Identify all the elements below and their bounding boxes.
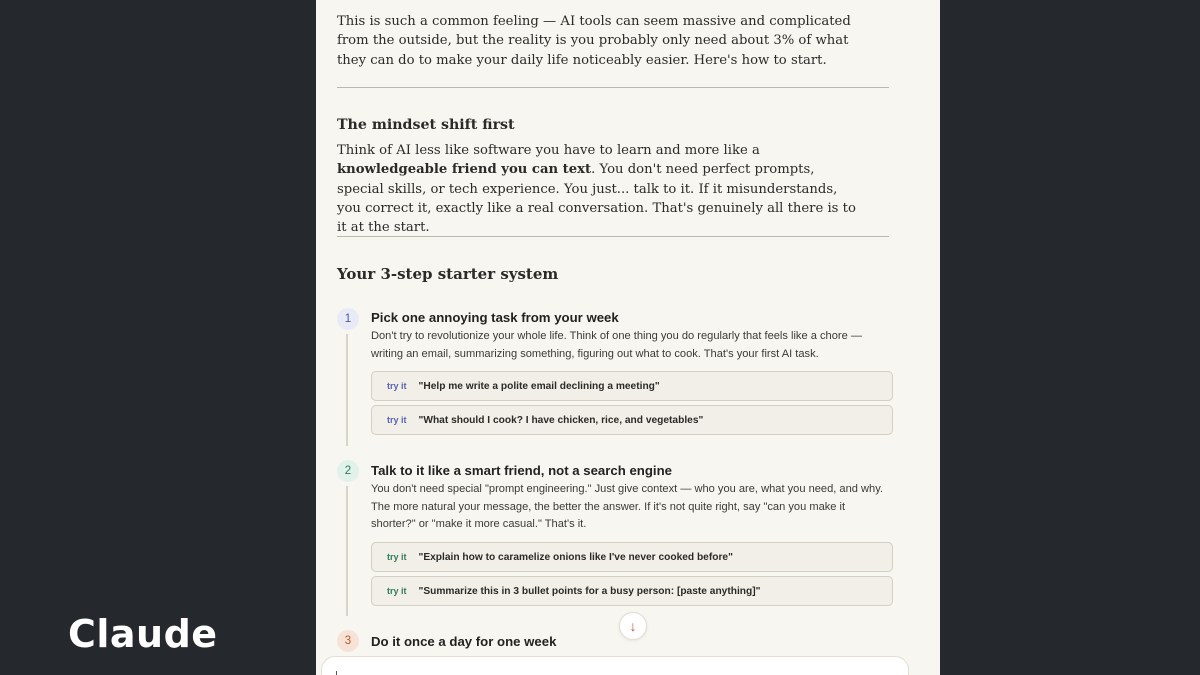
step-connector-line — [346, 486, 348, 616]
intro-paragraph: This is such a common feeling — AI tools can seem massive and complicated from the outside, but the reality is you probably only need about 3% of what they can do to make your daily life noticeably easier. Here's how to start. — [337, 14, 851, 68]
message-input[interactable] — [321, 656, 909, 675]
example-prompt-text: "Summarize this in 3 bullet points for a busy person: [paste anything]" — [418, 585, 761, 597]
step-number-badge: 2 — [337, 460, 359, 482]
try-it-example-card[interactable] — [371, 405, 893, 435]
section-heading-steps: Your 3-step starter system — [337, 265, 559, 283]
example-prompt-text: "Help me write a polite email declining a meeting" — [418, 380, 660, 392]
arrow-down-icon: ↓ — [629, 618, 637, 634]
example-prompt-text: "Explain how to caramelize onions like I've never cooked before" — [418, 551, 733, 563]
step-connector-line — [346, 334, 348, 446]
chat-message-panel — [316, 0, 940, 675]
step-number-badge: 3 — [337, 630, 359, 652]
scroll-to-bottom-button[interactable] — [619, 612, 647, 640]
example-prompt-text: "What should I cook? I have chicken, rice, and vegetables" — [418, 414, 704, 426]
step-title: Do it once a day for one week — [371, 634, 557, 649]
text-cursor — [336, 671, 337, 675]
try-it-example-card[interactable] — [371, 542, 893, 572]
step-title: Pick one annoying task from your week — [371, 310, 619, 325]
mindset-paragraph — [337, 141, 865, 237]
section-heading-mindset: The mindset shift first — [337, 117, 515, 133]
divider — [337, 87, 889, 88]
mindset-text-after: . You don't need perfect prompts, special skills, or tech experience. You just... talk to it. If it misunderstands, you correct it, exactly like a real conversation. That's genuinely all there is to it at the start. — [337, 162, 856, 236]
try-it-tag: try it — [387, 415, 407, 425]
step-title: Talk to it like a smart friend, not a search engine — [371, 463, 672, 478]
try-it-tag: try it — [387, 552, 407, 562]
step-number-badge: 1 — [337, 308, 359, 330]
divider — [337, 236, 889, 237]
mindset-text-before: Think of AI less like software you have to learn and more like a — [337, 143, 760, 158]
try-it-example-card[interactable] — [371, 576, 893, 606]
step-description: You don't need special "prompt engineering." Just give context — who you are, what you need, and why. The more natural your message, the better the answer. If it's not quite right, say "can you make it shorter?" or "make it more casual." That's it. — [371, 483, 883, 531]
try-it-example-card[interactable] — [371, 371, 893, 401]
step-description: Don't try to revolutionize your whole life. Think of one thing you do regularly that feels like a chore — writing an email, summarizing something, figuring out what to cook. That's your first AI task. — [371, 330, 862, 360]
brand-logo: Claude — [68, 612, 218, 656]
try-it-tag: try it — [387, 586, 407, 596]
try-it-tag: try it — [387, 381, 407, 391]
mindset-bold-text: knowledgeable friend you can text — [337, 162, 592, 178]
